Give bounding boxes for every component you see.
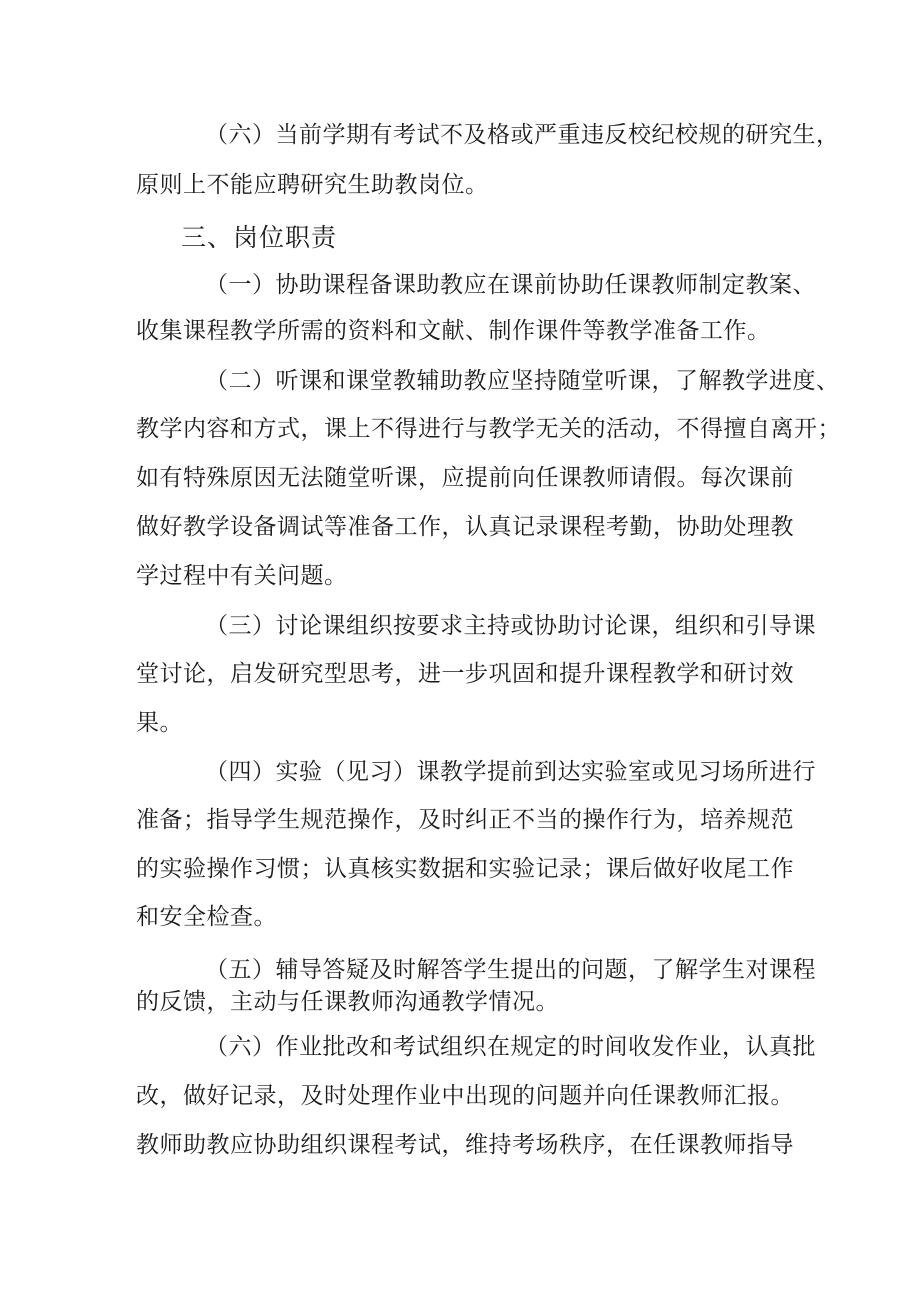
duty-6-line: 教师助教应协助组织课程考试，维持考场秩序，在任课教师指导 bbox=[136, 1132, 794, 1158]
duty-2-line: 做好教学设备调试等准备工作，认真记录课程考勤，协助处理教 bbox=[136, 514, 794, 540]
duty-3-line: （三）讨论课组织按要求主持或协助讨论课，组织和引导课 bbox=[205, 613, 816, 639]
duty-4-line: （四）实验（见习）课教学提前到达实验室或见习场所进行 bbox=[205, 759, 816, 785]
duty-3-line: 果。 bbox=[136, 710, 183, 736]
duty-3-line: 堂讨论，启发研究型思考，进一步巩固和提升课程教学和研讨效 bbox=[136, 661, 794, 687]
duty-4-line: 和安全检查。 bbox=[136, 904, 277, 930]
duty-1-line: 收集课程教学所需的资料和文献、制作课件等教学准备工作。 bbox=[136, 318, 771, 344]
duty-2-line: 教学内容和方式，课上不得进行与教学无关的活动，不得擅自离开； bbox=[136, 416, 841, 442]
duty-4-line: 准备；指导学生规范操作，及时纠正不当的操作行为，培养规范 bbox=[136, 807, 794, 833]
duty-4-line: 的实验操作习惯；认真核实数据和实验记录；课后做好收尾工作 bbox=[136, 856, 794, 882]
paragraph-line: （六）当前学期有考试不及格或严重违反校纪校规的研究生， bbox=[205, 122, 840, 148]
section-heading: 三、岗位职责 bbox=[181, 223, 338, 252]
duty-5-line: （五）辅导答疑及时解答学生提出的问题，了解学生对课程 bbox=[205, 957, 816, 983]
duty-6-line: 改，做好记录，及时处理作业中出现的问题并向任课教师汇报。 bbox=[136, 1083, 794, 1109]
duty-5-line: 的反馈，主动与任课教师沟通教学情况。 bbox=[136, 989, 559, 1015]
duty-2-line: （二）听课和课堂教辅助教应坚持随堂听课，了解教学进度、 bbox=[205, 368, 840, 394]
duty-2-line: 如有特殊原因无法随堂听课，应提前向任课教师请假。每次课前 bbox=[136, 465, 794, 491]
paragraph-line: 原则上不能应聘研究生助教岗位。 bbox=[136, 172, 489, 198]
duty-2-line: 学过程中有关问题。 bbox=[136, 563, 348, 589]
duty-1-line: （一）协助课程备课助教应在课前协助任课教师制定教案、 bbox=[205, 272, 816, 298]
duty-6-line: （六）作业批改和考试组织在规定的时间收发作业，认真批 bbox=[205, 1034, 816, 1060]
